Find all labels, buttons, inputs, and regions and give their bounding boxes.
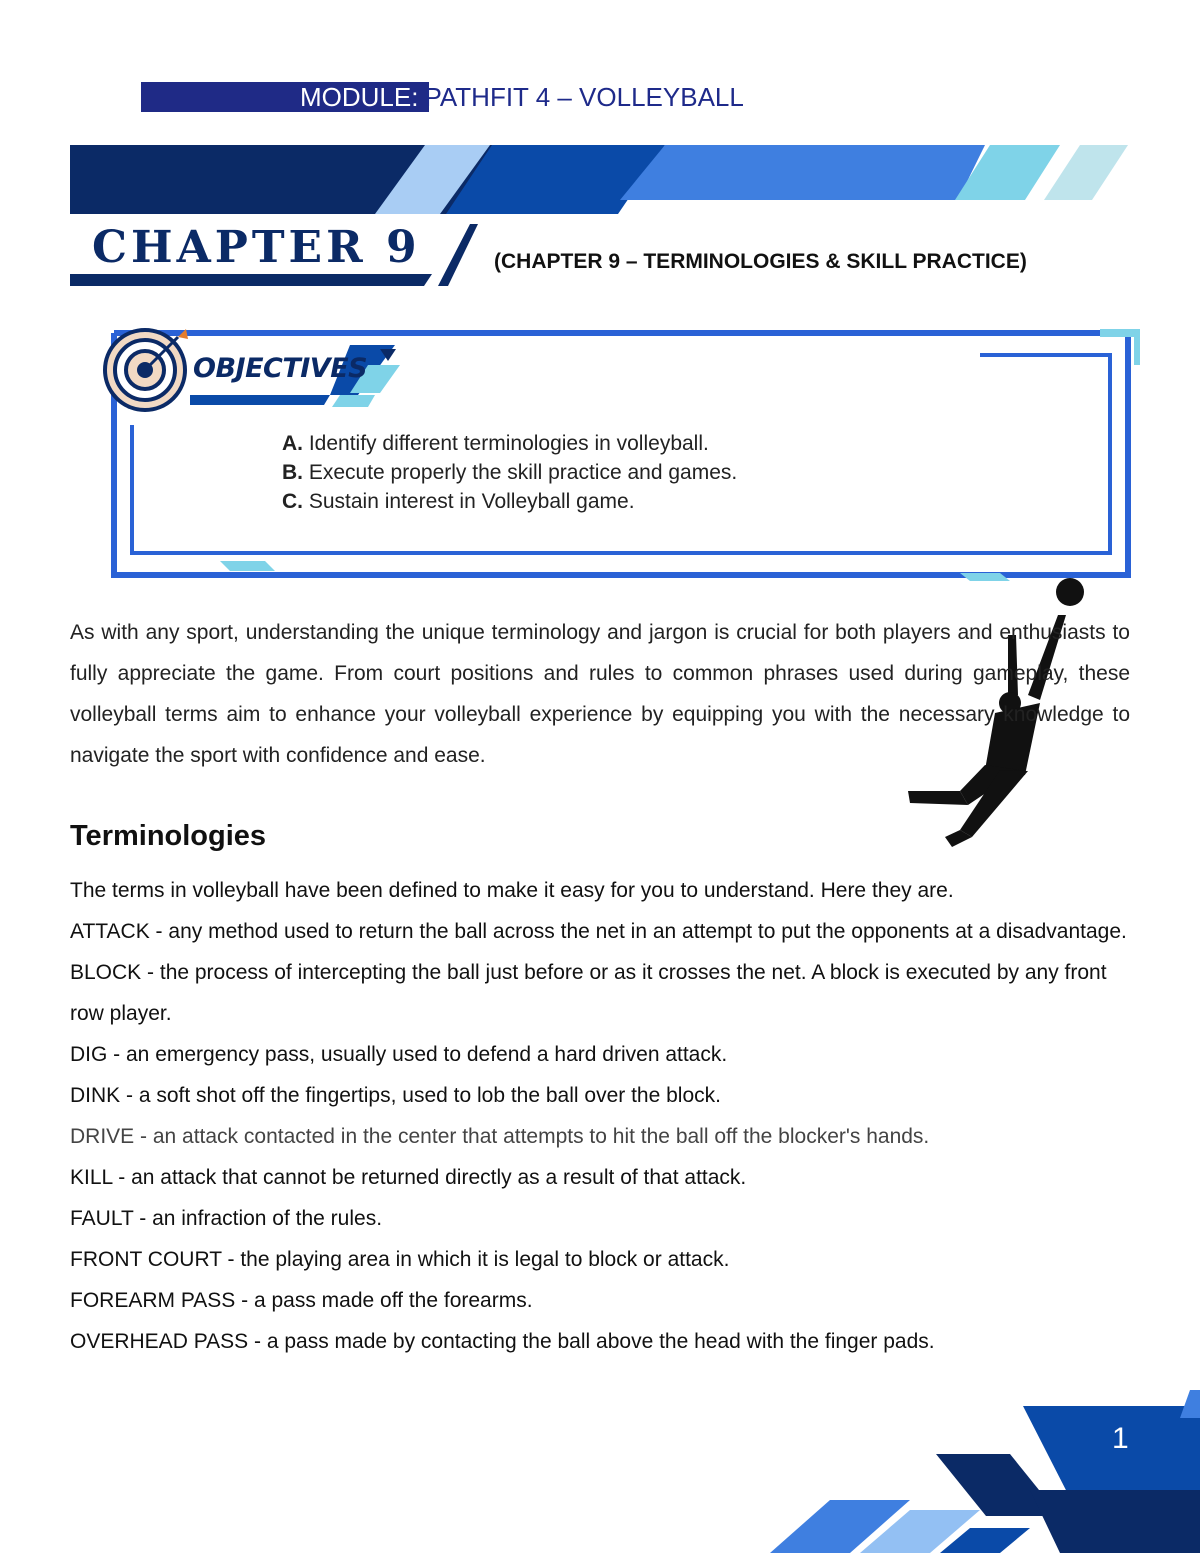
chapter-subtitle: (CHAPTER 9 – TERMINOLOGIES & SKILL PRACTICE) [494,250,1027,273]
term-front-court: FRONT COURT - the playing area in which it is legal to block or attack. [70,1248,730,1271]
volleyball-ball-icon [1056,578,1084,606]
objective-item [282,487,737,516]
module-header [300,82,744,112]
objective-text: Sustain interest in Volleyball game. [308,490,635,513]
term-fault: FAULT - an infraction of the rules. [70,1207,383,1230]
terminologies-list [70,870,1130,1362]
term-drive: DRIVE - an attack contacted in the center that attempts to hit the ball off the blocker's hands. [70,1125,930,1148]
objective-text: Execute properly the skill practice and games. [308,461,738,484]
terminologies-heading: Terminologies [70,820,267,852]
objectives-list [282,429,737,516]
objectives-label: OBJECTIVES [193,353,368,384]
term-forearm-pass: FOREARM PASS - a pass made off the forearms. [70,1289,533,1312]
term-kill: KILL - an attack that cannot be returned directly as a result of that attack. [70,1166,747,1189]
chapter-title: CHAPTER 9 [92,222,421,273]
page-number: 1 [1112,1422,1129,1455]
target-icon [105,329,188,410]
term-attack: ATTACK - any method used to return the ball across the net in an attempt to put the opponents at a disadvantage. [70,920,1127,943]
term-dig: DIG - an emergency pass, usually used to defend a hard driven attack. [70,1043,728,1066]
objective-letter: B. [282,461,303,484]
objective-letter: C. [282,490,303,513]
term-overhead-pass: OVERHEAD PASS - a pass made by contacting the ball above the head with the finger pads. [70,1330,935,1353]
terminologies-lead: The terms in volleyball have been defined to make it easy for you to understand. Here they are. [70,879,954,902]
objective-text: Identify different terminologies in volleyball. [308,432,709,455]
objective-item [282,429,737,458]
intro-paragraph: As with any sport, understanding the unique terminology and jargon is crucial for both players and enthusiasts to fully appreciate the game. From court positions and rules to common phrases used during gameplay, these volleyball terms aim to enhance your volleyball experience by equipping you with the necessary knowledge to navigate the sport with confidence and ease. [70,621,1130,767]
term-dink: DINK - a soft shot off the fingertips, used to lob the ball over the block. [70,1084,721,1107]
module-title: PATHFIT 4 – VOLLEYBALL [424,82,744,112]
chapter-banner-graphic [0,138,1200,298]
objective-letter: A. [282,432,303,455]
module-label: MODULE: [300,82,419,112]
term-block: BLOCK - the process of intercepting the ball just before or as it crosses the net. A block is executed by any front row player. [70,961,1107,1025]
footer-decoration [740,1390,1200,1553]
objective-item [282,458,737,487]
